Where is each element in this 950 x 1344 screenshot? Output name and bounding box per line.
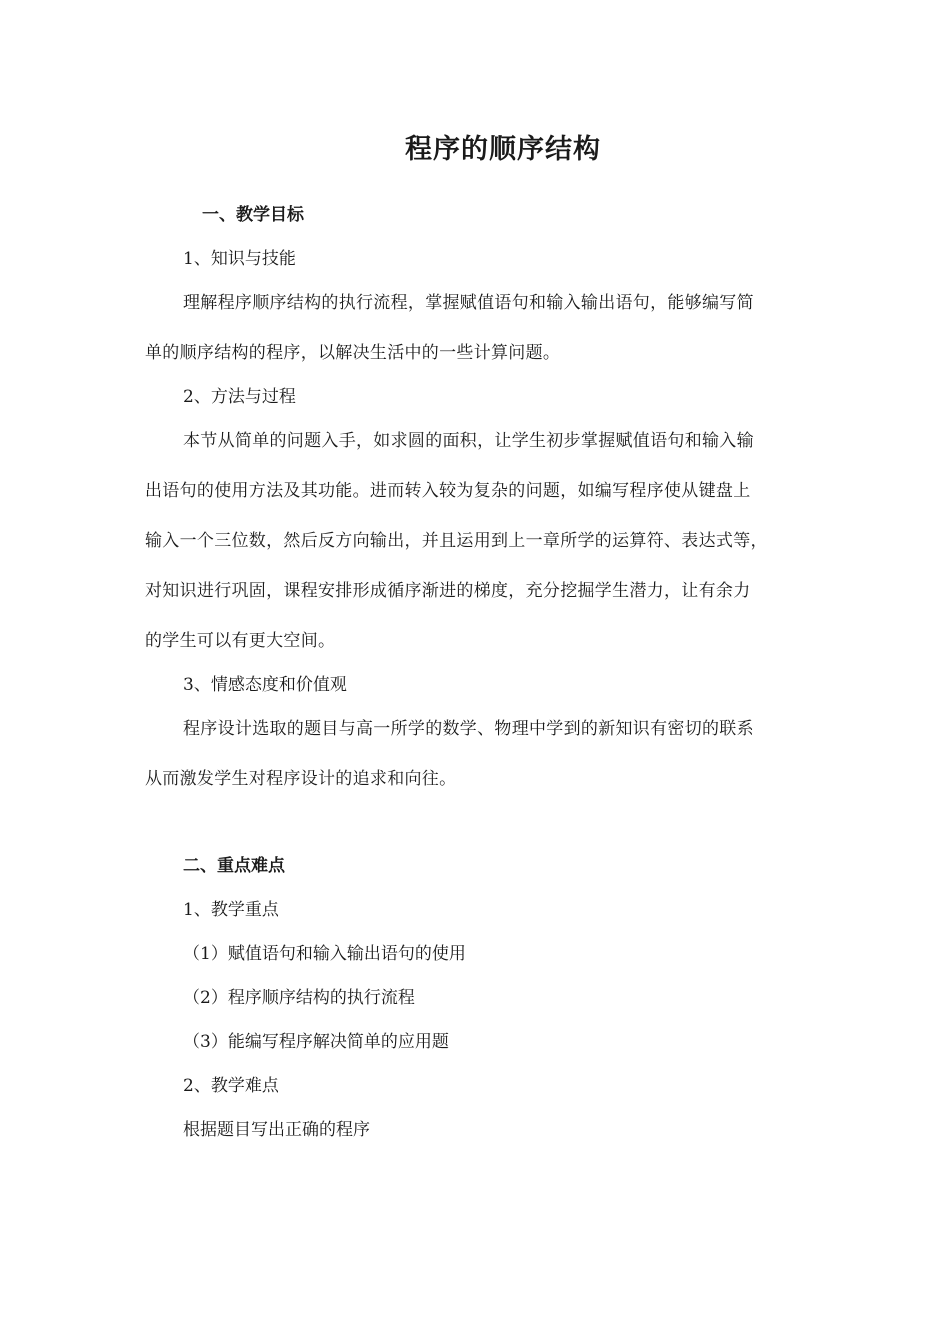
document-title: 程序的顺序结构	[405, 134, 601, 165]
subsection-label-method-process: 2、方法与过程	[183, 387, 296, 407]
paragraph-line: 根据题目写出正确的程序	[183, 1120, 370, 1140]
list-item: （2）程序顺序结构的执行流程	[183, 988, 415, 1008]
paragraph-line: 的学生可以有更大空间。	[145, 631, 336, 651]
section-heading-key-points: 二、重点难点	[183, 856, 285, 876]
subsection-label-teaching-focus: 1、教学重点	[183, 900, 279, 920]
subsection-label-knowledge-skills: 1、知识与技能	[183, 249, 296, 269]
paragraph-line: 对知识进行巩固，课程安排形成循序渐进的梯度，充分挖掘学生潜力，让有余力	[145, 581, 751, 601]
section-heading-teaching-goals: 一、教学目标	[202, 205, 304, 225]
paragraph-line: 本节从简单的问题入手，如求圆的面积，让学生初步掌握赋值语句和输入输	[183, 431, 754, 451]
list-item: （3）能编写程序解决简单的应用题	[183, 1032, 449, 1052]
paragraph-line: 程序设计选取的题目与高一所学的数学、物理中学到的新知识有密切的联系	[183, 719, 754, 739]
paragraph-line: 单的顺序结构的程序，以解决生活中的一些计算问题。	[145, 343, 561, 363]
subsection-label-attitude-values: 3、情感态度和价值观	[183, 675, 347, 695]
subsection-label-teaching-difficulty: 2、教学难点	[183, 1076, 279, 1096]
paragraph-line: 出语句的使用方法及其功能。进而转入较为复杂的问题，如编写程序使从键盘上	[145, 481, 751, 501]
paragraph-line: 从而激发学生对程序设计的追求和向往。	[145, 769, 457, 789]
paragraph-line: 输入一个三位数，然后反方向输出，并且运用到上一章所学的运算符、表达式等，	[145, 531, 768, 551]
list-item: （1）赋值语句和输入输出语句的使用	[183, 944, 466, 964]
paragraph-line: 理解程序顺序结构的执行流程，掌握赋值语句和输入输出语句，能够编写简	[183, 293, 754, 313]
